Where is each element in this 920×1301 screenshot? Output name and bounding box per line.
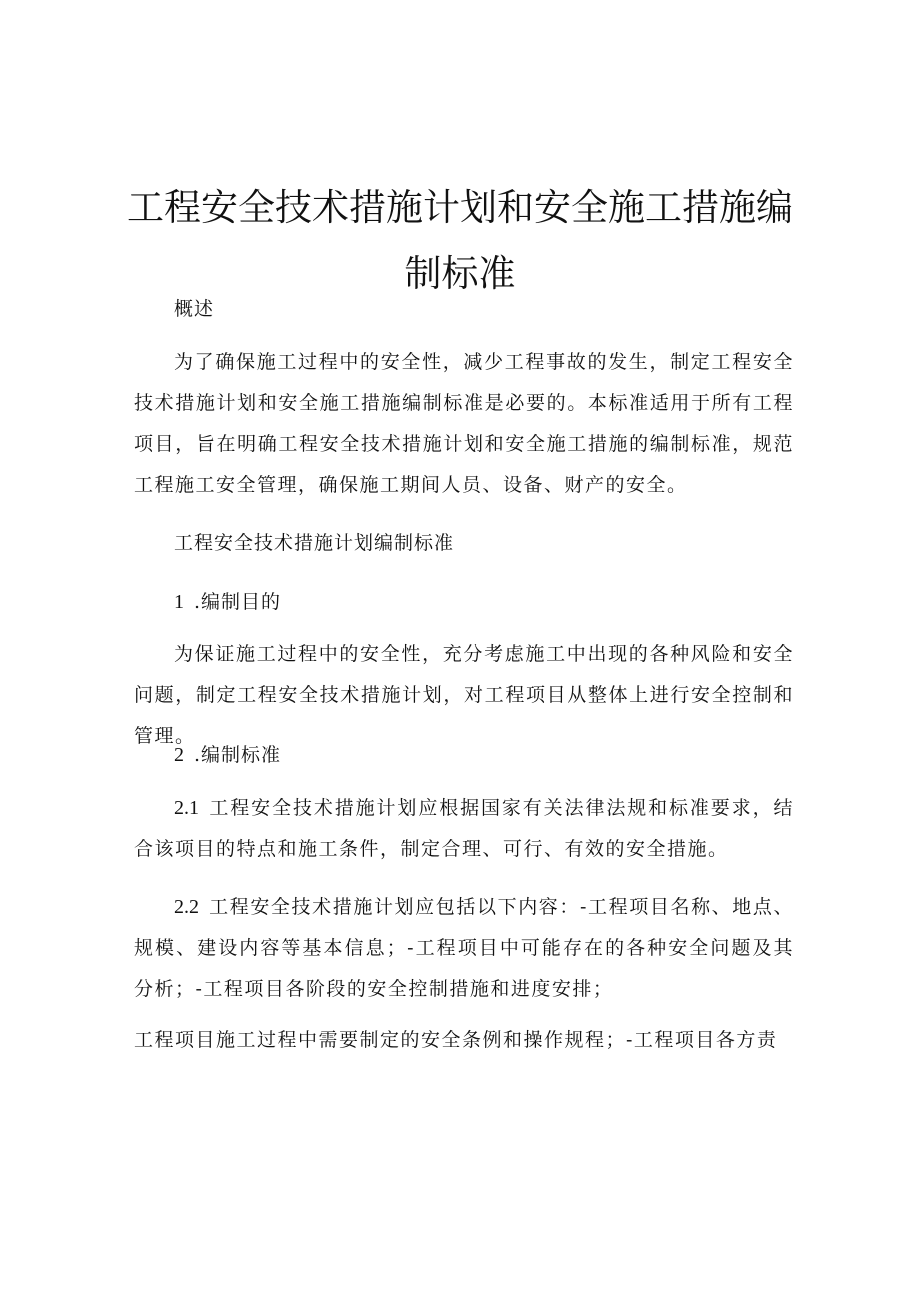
item-2-1-number: 2.1 [174,797,199,819]
item-2-2-paragraph [134,887,794,1010]
plan-heading: 工程安全技术措施计划编制标准 [174,532,455,554]
purpose-number: 1 [174,591,184,613]
document-title: 工程安全技术措施计划和安全施工措施编制标准 [127,186,793,295]
overview-paragraph: 为了确保施工过程中的安全性，减少工程事故的发生，制定工程安全技术措施计划和安全施工措施编制标准是必要的。本标准适用于所有工程项目，旨在明确工程安全技术措施计划和安全施工措施的编制标准，规范工程施工安全管理，确保施工期间人员、设备、财产的安全。 [134,351,794,496]
standard-heading [174,735,281,776]
purpose-heading [174,582,281,623]
item-2-2-number: 2.2 [174,896,199,918]
standard-heading-label: .编制标准 [194,744,282,766]
purpose-heading-label: .编制目的 [194,591,282,613]
continuation-paragraph: 工程项目施工过程中需要制定的安全条例和操作规程；-工程项目各方责 [134,1029,778,1051]
item-2-1-text: 工程安全技术措施计划应根据国家有关法律法规和标准要求，结合该项目的特点和施工条件，制定合理、可行、有效的安全措施。 [134,797,794,860]
item-2-2-text: 工程安全技术措施计划应包括以下内容：-工程项目名称、地点、规模、建设内容等基本信息；-工程项目中可能存在的各种安全问题及其分析；-工程项目各阶段的安全控制措施和进度安排； [134,896,794,1000]
overview-heading: 概述 [174,298,215,320]
purpose-paragraph: 为保证施工过程中的安全性，充分考虑施工中出现的各种风险和安全问题，制定工程安全技术措施计划，对工程项目从整体上进行安全控制和管理。 [134,643,794,747]
item-2-1-paragraph [134,788,794,870]
standard-number: 2 [174,744,184,766]
